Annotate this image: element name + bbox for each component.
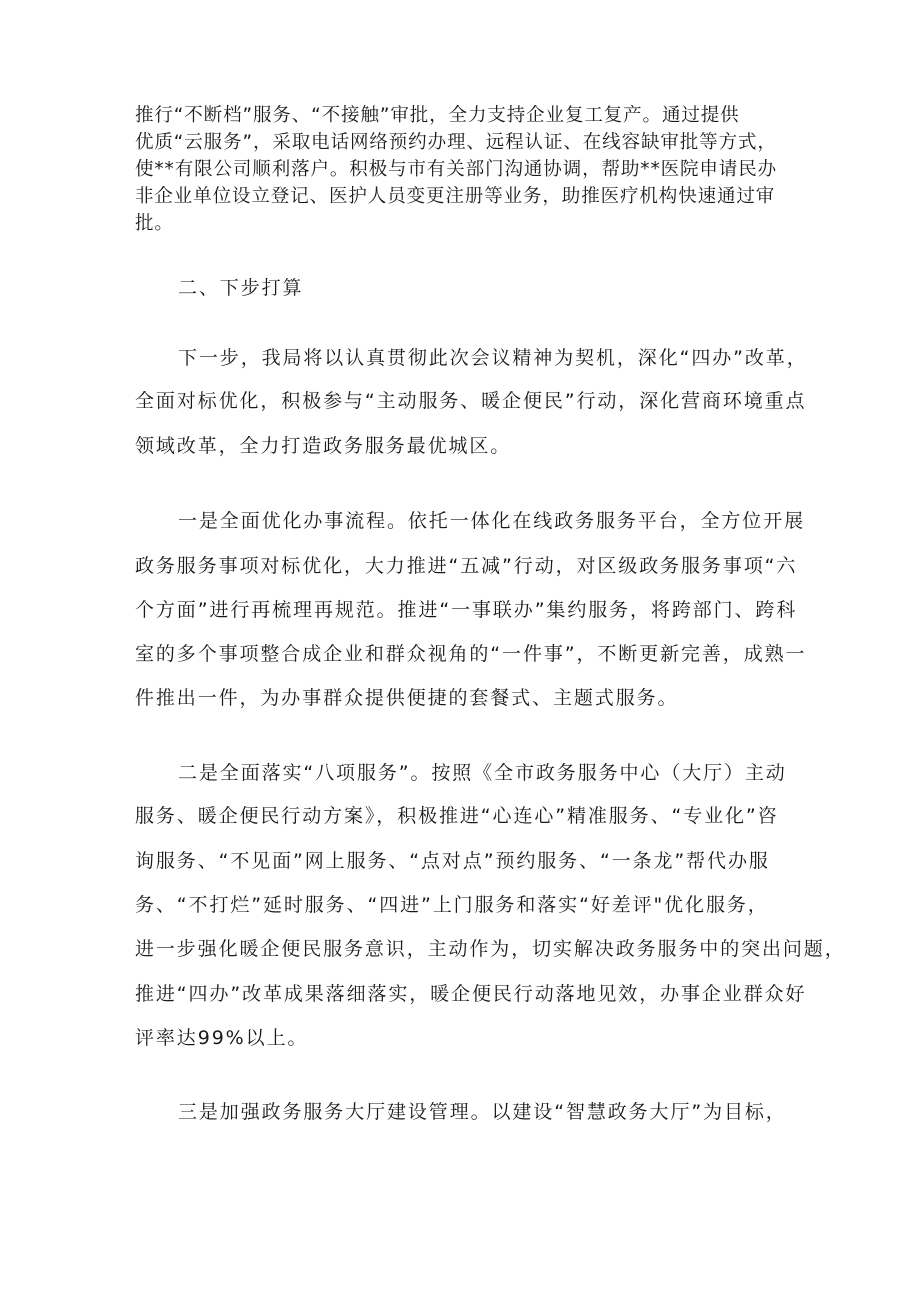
paragraph-line: 领域改革，全力打造政务服务最优城区。 (135, 435, 512, 457)
section-heading: 二、下步打算 (178, 277, 304, 299)
item2-line: 进一步强化暖企便民服务意识，主动作为，切实解决政务服务中的突出问题， (135, 938, 846, 960)
intro-line: 非企业单位设立登记、医护人员变更注册等业务，助推医疗机构快速通过审 (135, 186, 776, 207)
intro-line: 使**有限公司顺利落户。积极与市有关部门沟通协调，帮助**医院申请民办 (135, 159, 778, 180)
item1-line: 政务服务事项对标优化，大力推进“五减”行动，对区级政务服务事项“六 (135, 555, 798, 577)
intro-line: 推行“不断档”服务、“不接触”审批，全力支持企业复工复产。通过提供 (135, 105, 740, 126)
paragraph-line: 下一步，我局将以认真贯彻此次会议精神为契机，深化“四办”改革， (178, 347, 808, 369)
intro-line: 批。 (135, 213, 174, 234)
intro-line: 优质“云服务”，采取电话网络预约办理、远程认证、在线容缺审批等方式， (135, 132, 777, 153)
paragraph-line: 全面对标优化，积极参与“主动服务、暖企便民”行动，深化营商环境重点 (135, 390, 807, 412)
item1-line: 个方面”进行再梳理再规范。推进“一事联办”集约服务，将跨部门、跨科 (135, 599, 798, 621)
item1-line: 室的多个事项整合成企业和群众视角的“一件事”，不断更新完善，成熟一 (135, 643, 807, 665)
item2-line: 推进“四办”改革成果落细落实，暖企便民行动落地见效，办事企业群众好 (135, 983, 807, 1005)
item3-line: 三是加强政务服务大厅建设管理。以建设“智慧政务大厅”为目标， (178, 1101, 787, 1123)
item1-line: 件推出一件，为办事群众提供便捷的套餐式、主题式服务。 (135, 687, 679, 709)
item2-line: 务、“不打烂”延时服务、“四进”上门服务和落实“好差评"优化服务， (135, 894, 769, 916)
item2-line: 服务、暖企便民行动方案》，积极推进“心连心”精准服务、“专业化”咨 (135, 805, 779, 827)
item1-line: 一是全面优化办事流程。依托一体化在线政务服务平台，全方位开展 (178, 510, 806, 532)
item2-line: 询服务、“不见面”网上服务、“点对点”预约服务、“一条龙”帮代办服 (135, 850, 770, 872)
item2-line: 评率达99%以上。 (135, 1027, 309, 1049)
item2-line: 二是全面落实“八项服务”。按照《全市政务服务中心（大厅）主动 (178, 762, 787, 784)
